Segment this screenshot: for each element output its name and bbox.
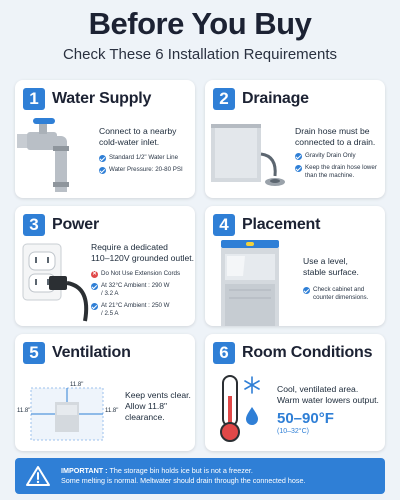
check-icon bbox=[99, 155, 106, 162]
card-main-text: Keep vents clear. Allow 11.8" clearance. bbox=[125, 390, 191, 422]
list-item: At 32°C Ambient : 290 W / 3.2 A bbox=[91, 282, 191, 298]
card-title: Power bbox=[52, 216, 100, 233]
no-icon: ✕ bbox=[92, 270, 97, 277]
warning-icon bbox=[25, 465, 51, 487]
check-icon bbox=[295, 153, 302, 160]
banner-strong: IMPORTANT : bbox=[61, 466, 108, 475]
card-main-text: Connect to a nearby cold-water inlet. bbox=[99, 126, 177, 147]
ventilation-clearance-diagram bbox=[21, 374, 113, 444]
card-number: 3 bbox=[23, 214, 45, 236]
card-bullets bbox=[91, 270, 191, 322]
card-header bbox=[23, 88, 151, 110]
card-main-text: Use a level, stable surface. bbox=[303, 256, 359, 277]
check-icon bbox=[99, 167, 106, 174]
clearance-left-label: 11.8" bbox=[17, 408, 31, 414]
page-title: Before You Buy bbox=[88, 6, 312, 41]
card-bullets bbox=[99, 154, 193, 178]
check-icon bbox=[303, 287, 310, 294]
banner-line-2: Some melting is normal. Meltwater should drain through the connected hose. bbox=[61, 476, 306, 485]
card-bullets bbox=[303, 286, 381, 306]
check-icon bbox=[295, 165, 302, 172]
card-placement bbox=[205, 206, 385, 326]
clearance-top-label: 11.8" bbox=[70, 382, 84, 388]
list-item: Gravity Drain Only bbox=[295, 152, 383, 160]
card-drainage bbox=[205, 80, 385, 198]
card-number: 1 bbox=[23, 88, 45, 110]
warning-icon-wrap bbox=[15, 458, 61, 494]
important-banner bbox=[15, 458, 385, 494]
header bbox=[0, 0, 400, 72]
card-header bbox=[213, 214, 320, 236]
card-power bbox=[15, 206, 195, 326]
list-item: Standard 1/2" Water Line bbox=[99, 154, 193, 162]
check-icon bbox=[91, 283, 98, 290]
temperature-range-f: 50–90°F bbox=[277, 410, 334, 427]
card-title: Room Conditions bbox=[242, 344, 373, 361]
card-number: 6 bbox=[213, 342, 235, 364]
card-water-supply bbox=[15, 80, 195, 198]
card-main-text: Cool, ventilated area. Warm water lowers output. bbox=[277, 384, 379, 405]
card-title: Placement bbox=[242, 216, 321, 233]
card-number: 2 bbox=[213, 88, 235, 110]
card-room-conditions bbox=[205, 334, 385, 451]
card-title: Ventilation bbox=[52, 344, 131, 361]
faucet-icon bbox=[17, 112, 97, 197]
page-subtitle: Check These 6 Installation Requirements bbox=[62, 46, 338, 63]
card-number: 4 bbox=[213, 214, 235, 236]
card-header bbox=[23, 214, 99, 236]
drain-machine-icon bbox=[207, 114, 287, 194]
card-header bbox=[213, 342, 372, 364]
card-header bbox=[23, 342, 131, 364]
banner-text bbox=[61, 466, 306, 486]
water-drop-icon bbox=[244, 406, 260, 426]
card-header bbox=[213, 88, 309, 110]
card-bullets bbox=[295, 152, 383, 184]
banner-line-1: The storage bin holds ice but is not a freezer. bbox=[107, 466, 253, 475]
check-icon bbox=[91, 303, 98, 310]
card-main-text: Drain hose must be connected to a drain. bbox=[295, 126, 376, 147]
warning-item: ✕ Do Not Use Extension Cords bbox=[92, 270, 181, 277]
temperature-range-c: (10–32°C) bbox=[277, 428, 309, 435]
power-outlet-icon bbox=[19, 240, 94, 325]
card-number: 5 bbox=[23, 342, 45, 364]
card-title: Water Supply bbox=[52, 90, 152, 107]
card-title: Drainage bbox=[242, 90, 309, 107]
list-item: Water Pressure: 20-80 PSI bbox=[99, 166, 193, 174]
list-item: At 21°C Ambient : 250 W / 2.5 A bbox=[91, 302, 191, 318]
list-item: Check cabinet and counter dimensions. bbox=[303, 286, 381, 302]
clearance-right-label: 11.8" bbox=[105, 408, 119, 414]
ice-machine-level-icon bbox=[213, 238, 293, 326]
card-main-text: Require a dedicated 110–120V grounded outlet. bbox=[91, 242, 195, 263]
snowflake-icon bbox=[243, 376, 261, 394]
list-item: Keep the drain hose lower than the machine. bbox=[295, 164, 383, 180]
card-ventilation bbox=[15, 334, 195, 451]
